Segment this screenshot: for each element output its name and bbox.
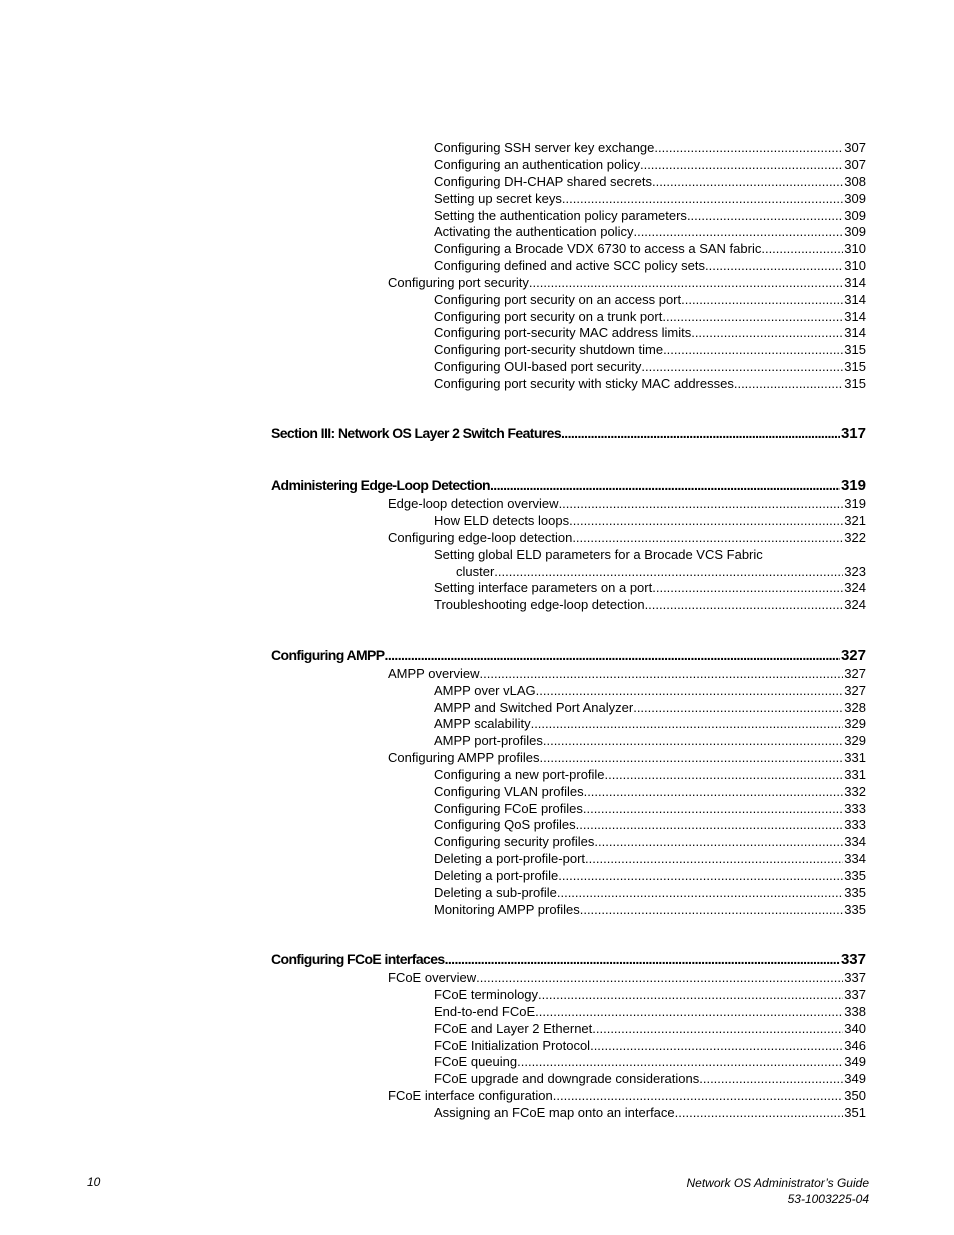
- toc-entry[interactable]: Configuring port-security MAC address limits ..... 314: [434, 324, 866, 341]
- toc-entry[interactable]: Troubleshooting edge-loop detection ..... 324: [434, 596, 866, 613]
- toc-entry[interactable]: Assigning an FCoE map onto an interface ..... 351: [434, 1104, 866, 1121]
- toc-entry[interactable]: FCoE Initialization Protocol ..... 346: [434, 1037, 866, 1054]
- footer-doc-number: 53-1003225-04: [787, 1192, 869, 1206]
- toc-entry[interactable]: AMPP port-profiles ..... 329: [434, 732, 866, 749]
- toc-section-heading[interactable]: Section III: Network OS Layer 2 Switch Features ..... 317: [271, 424, 866, 443]
- toc-chapter-heading[interactable]: Administering Edge-Loop Detection ..... 319: [271, 476, 866, 495]
- toc-entry[interactable]: Setting interface parameters on a port ..... 324: [434, 579, 866, 596]
- toc-entry[interactable]: End-to-end FCoE ..... 338: [434, 1003, 866, 1020]
- toc-entry[interactable]: Deleting a port-profile ..... 335: [434, 867, 866, 884]
- toc-entry[interactable]: FCoE upgrade and downgrade considerations ..... 349: [434, 1070, 866, 1087]
- toc-entry[interactable]: Configuring DH-CHAP shared secrets ..... 308: [434, 173, 866, 190]
- toc-entry[interactable]: Configuring port security ..... 314: [388, 274, 866, 291]
- toc-entry[interactable]: Setting the authentication policy parameters ..... 309: [434, 207, 866, 224]
- toc-entry[interactable]: Configuring SSH server key exchange ..... 307: [434, 139, 866, 156]
- toc-entry[interactable]: Activating the authentication policy ..... 309: [434, 223, 866, 240]
- footer-page-number: 10: [87, 1175, 101, 1189]
- toc-chapter-heading[interactable]: Configuring FCoE interfaces ..... 337: [271, 950, 866, 969]
- toc-entry[interactable]: AMPP and Switched Port Analyzer ..... 328: [434, 699, 866, 716]
- toc-entry[interactable]: Configuring QoS profiles ..... 333: [434, 816, 866, 833]
- toc-entry[interactable]: Configuring port-security shutdown time ..... 315: [434, 341, 866, 358]
- toc-entry[interactable]: Setting up secret keys ..... 309: [434, 190, 866, 207]
- toc-entry-line2[interactable]: cluster ..... 323: [456, 563, 866, 580]
- toc-chapter-heading[interactable]: Configuring AMPP ..... 327: [271, 646, 866, 665]
- toc-entry[interactable]: FCoE queuing ..... 349: [434, 1053, 866, 1070]
- toc-entry[interactable]: Configuring a new port-profile ..... 331: [434, 766, 866, 783]
- footer-doc-info: [686, 1175, 869, 1207]
- toc-entry[interactable]: FCoE and Layer 2 Ethernet ..... 340: [434, 1020, 866, 1037]
- toc-entry[interactable]: Configuring AMPP profiles ..... 331: [388, 749, 866, 766]
- toc-entry-line1[interactable]: Setting global ELD parameters for a Brocade VCS Fabric: [434, 547, 763, 562]
- toc-entry[interactable]: Deleting a port-profile-port ..... 334: [434, 850, 866, 867]
- toc-entry[interactable]: Configuring VLAN profiles ..... 332: [434, 783, 866, 800]
- toc-entry[interactable]: Configuring defined and active SCC policy sets ..... 310: [434, 257, 866, 274]
- toc-entry[interactable]: Configuring FCoE profiles ..... 333: [434, 800, 866, 817]
- toc-entry[interactable]: AMPP over vLAG ..... 327: [434, 682, 866, 699]
- toc-entry[interactable]: FCoE terminology ..... 337: [434, 986, 866, 1003]
- toc-entry[interactable]: Configuring port security on an access port ..... 314: [434, 291, 866, 308]
- toc-entry[interactable]: AMPP overview ..... 327: [388, 665, 866, 682]
- toc-entry[interactable]: Configuring port security on a trunk port ..... 314: [434, 308, 866, 325]
- toc-entry[interactable]: Configuring an authentication policy ..... 307: [434, 156, 866, 173]
- toc-entry[interactable]: How ELD detects loops ..... 321: [434, 512, 866, 529]
- toc-entry[interactable]: Edge-loop detection overview ..... 319: [388, 495, 866, 512]
- toc-entry[interactable]: FCoE overview ..... 337: [388, 969, 866, 986]
- toc-entry[interactable]: Configuring OUI-based port security ..... 315: [434, 358, 866, 375]
- toc-entry[interactable]: Monitoring AMPP profiles ..... 335: [434, 901, 866, 918]
- toc-entry[interactable]: Configuring port security with sticky MAC addresses ..... 315: [434, 375, 866, 392]
- toc-entry[interactable]: FCoE interface configuration ..... 350: [388, 1087, 866, 1104]
- toc-entry[interactable]: AMPP scalability ..... 329: [434, 715, 866, 732]
- toc-entry[interactable]: Configuring a Brocade VDX 6730 to access a SAN fabric ..... 310: [434, 240, 866, 257]
- footer-title: Network OS Administrator’s Guide: [686, 1176, 869, 1190]
- toc-entry[interactable]: Deleting a sub-profile ..... 335: [434, 884, 866, 901]
- toc-entry[interactable]: Configuring edge-loop detection ..... 322: [388, 529, 866, 546]
- toc-entry[interactable]: Configuring security profiles ..... 334: [434, 833, 866, 850]
